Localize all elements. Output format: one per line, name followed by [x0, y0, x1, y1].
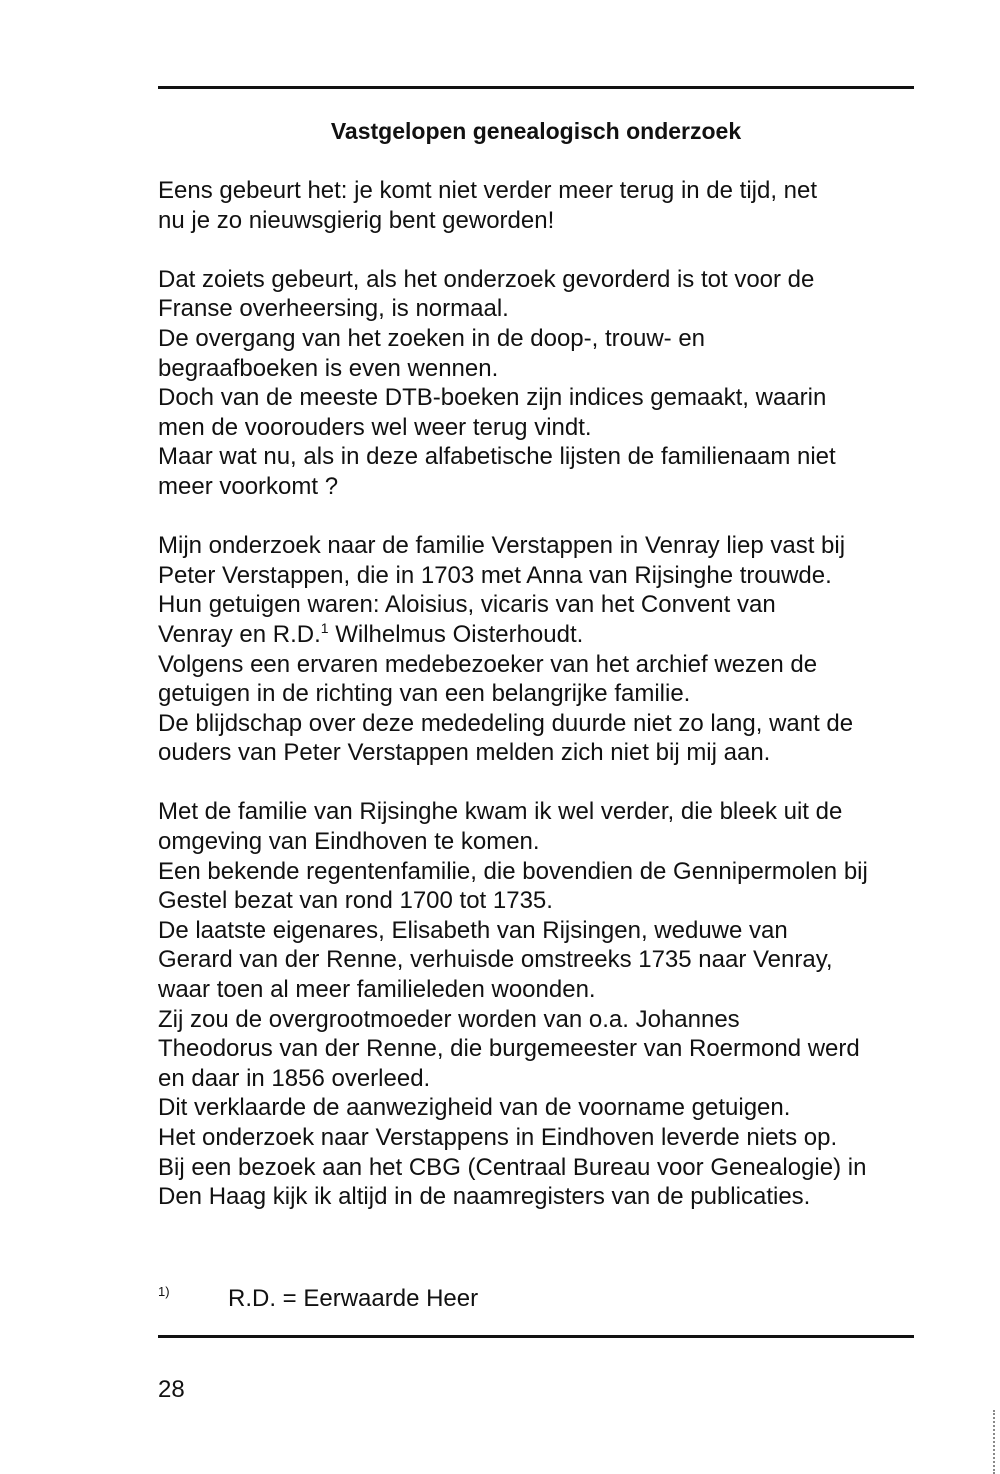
text-line: Theodorus van der Renne, die burgemeester van Roermond werd: [158, 1035, 860, 1063]
text-line: Een bekende regentenfamilie, die bovendien de Gennipermolen bij: [158, 857, 868, 885]
text-line: Gestel bezat van rond 1700 tot 1735.: [158, 887, 553, 915]
text-line: Hun getuigen waren: Aloisius, vicaris van het Convent van: [158, 591, 776, 619]
paragraph-2: [158, 265, 918, 502]
body-text: [158, 176, 918, 1241]
text-line: De overgang van het zoeken in de doop-, trouw- en: [158, 324, 706, 352]
paragraph-3: [158, 531, 918, 768]
footnote-text: R.D. = Eerwaarde Heer: [228, 1285, 479, 1312]
text-line: nu je zo nieuwsgierig bent geworden!: [158, 206, 555, 234]
footnote-reference: 1: [320, 619, 329, 636]
ref-line-after: Wilhelmus Oisterhoudt.: [328, 620, 584, 648]
page-number: 28: [158, 1376, 185, 1403]
bottom-rule: [158, 1335, 914, 1338]
text-line: Met de familie van Rijsinghe kwam ik wel verder, die bleek uit de: [158, 798, 843, 826]
text-line: Volgens een ervaren medebezoeker van het archief wezen de: [158, 650, 818, 678]
text-line: Franse overheersing, is normaal.: [158, 295, 509, 323]
text-line: Den Haag kijk ik altijd in de naamregisters van de publicaties.: [158, 1183, 811, 1211]
text-line: Eens gebeurt het: je komt niet verder meer terug in de tijd, net: [158, 177, 818, 204]
text-line: Bij een bezoek aan het CBG (Centraal Bureau voor Genealogie) in: [158, 1153, 867, 1181]
text-line: Het onderzoek naar Verstappens in Eindhoven leverde niets op.: [158, 1124, 838, 1151]
top-rule: [158, 86, 914, 89]
text-line: Dit verklaarde de aanwezigheid van de voorname getuigen.: [158, 1094, 791, 1122]
text-line: getuigen in de richting van een belangrijke familie.: [158, 680, 691, 708]
text-line: De laatste eigenares, Elisabeth van Rijsingen, weduwe van: [158, 916, 788, 944]
text-line: meer voorkomt ?: [158, 472, 339, 500]
text-line-with-reference: [158, 620, 918, 650]
page-title: Vastgelopen genealogisch onderzoek: [330, 118, 742, 144]
text-line: omgeving van Eindhoven te komen.: [158, 828, 540, 856]
footnote: [158, 1276, 478, 1315]
text-line: ouders van Peter Verstappen melden zich niet bij mij aan.: [158, 739, 771, 767]
paragraph-1: [158, 176, 918, 235]
text-line: Zij zou de overgrootmoeder worden van o.a. Johannes: [158, 1005, 740, 1033]
text-line: De blijdschap over deze mededeling duurde niet zo lang, want de: [158, 709, 854, 737]
scan-edge-mark: [993, 1410, 995, 1474]
text-line: Mijn onderzoek naar de familie Verstappen in Venray liep vast bij: [158, 532, 846, 560]
text-line: begraafboeken is even wennen.: [158, 354, 499, 382]
footnote-marker: 1): [158, 1284, 170, 1299]
text-line: Maar wat nu, als in deze alfabetische lijsten de familienaam niet: [158, 443, 836, 471]
text-line: Doch van de meeste DTB-boeken zijn indices gemaakt, waarin: [158, 384, 827, 412]
text-line: en daar in 1856 overleed.: [158, 1064, 431, 1092]
ref-line-before: Venray en R.D.: [158, 620, 321, 648]
text-line: Peter Verstappen, die in 1703 met Anna van Rijsinghe trouwde.: [158, 561, 832, 589]
text-line: waar toen al meer familieleden woonden.: [158, 976, 596, 1004]
text-line: Gerard van der Renne, verhuisde omstreeks 1735 naar Venray,: [158, 946, 833, 974]
text-line: men de voorouders wel weer terug vindt.: [158, 413, 592, 441]
text-line: Dat zoiets gebeurt, als het onderzoek gevorderd is tot voor de: [158, 265, 815, 293]
paragraph-4: [158, 797, 918, 1211]
